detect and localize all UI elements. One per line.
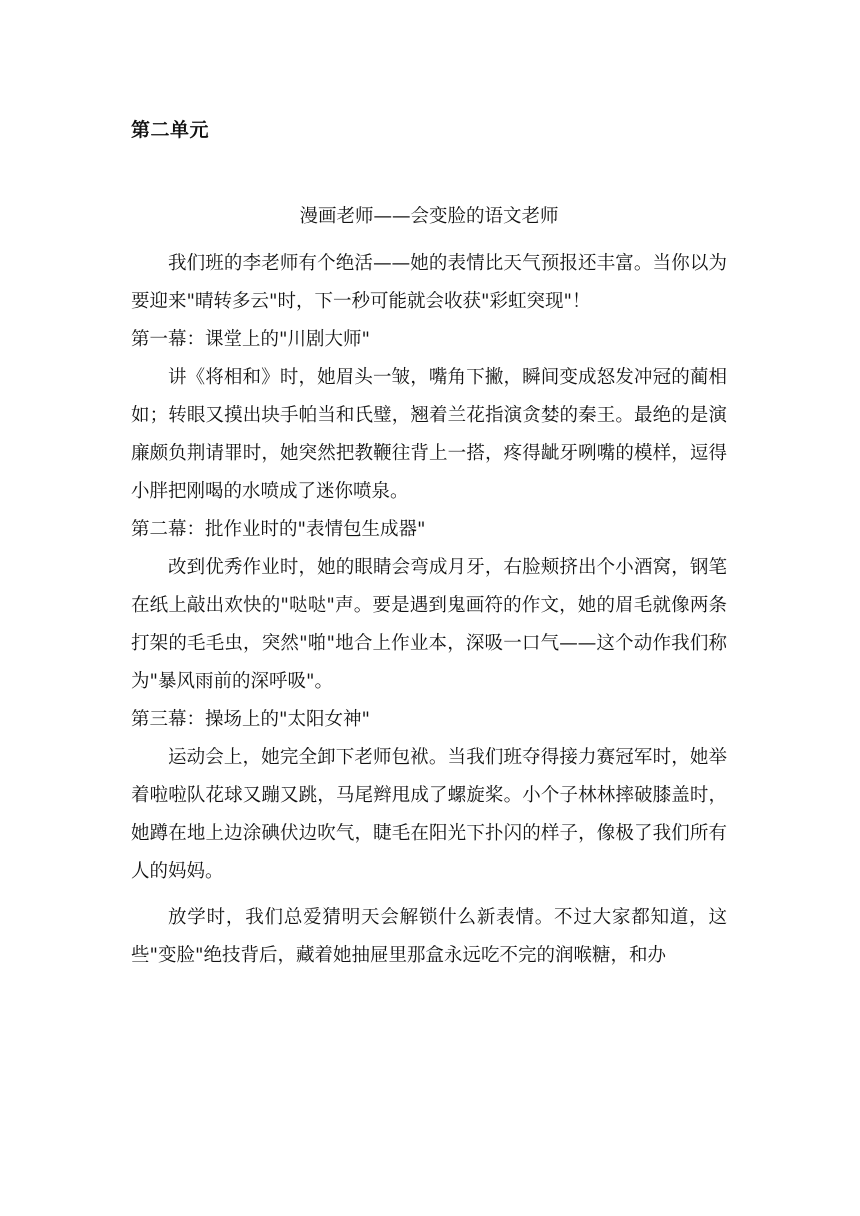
scene-2-paragraph: 改到优秀作业时，她的眼睛会弯成月牙，右脸颊挤出个小酒窝，钢笔在纸上敲出欢快的"哒哒"声。要是遇到鬼画符的作文，她的眉毛就像两条打架的毛毛虫，突然"啪"地合上作业本，深吸一口气——这个动作我们称为"暴风雨前的深呼吸"。	[131, 557, 727, 692]
scene-2-heading: 第二幕：批作业时的"表情包生成器"	[131, 519, 426, 540]
scene-1-heading: 第一幕：课堂上的"川剧大师"	[131, 329, 371, 350]
paragraph-spacer	[131, 891, 727, 899]
unit-title: 第二单元	[131, 119, 210, 141]
intro-paragraph: 我们班的李老师有个绝活——她的表情比天气预报还丰富。当你以为要迎来"晴转多云"时，下一秒可能就会收获"彩虹突现"！	[131, 253, 727, 312]
scene-3-paragraph: 运动会上，她完全卸下老师包袱。当我们班夺得接力赛冠军时，她举着啦啦队花球又蹦又跳，马尾辫甩成了螺旋桨。小个子林林摔破膝盖时，她蹲在地上边涂碘伏边吹气，睫毛在阳光下扑闪的样子，像极了我们所有人的妈妈。	[131, 747, 727, 882]
scene-3-heading: 第三幕：操场上的"太阳女神"	[131, 709, 371, 730]
scene-1-paragraph: 讲《将相和》时，她眉头一皱，嘴角下撇，瞬间变成怒发冲冠的蔺相如；转眼又摸出块手帕当和氏璧，翘着兰花指演贪婪的秦王。最绝的是演廉颇负荆请罪时，她突然把教鞭往背上一搭，疼得龇牙咧嘴的模样，逗得小胖把刚喝的水喷成了迷你喷泉。	[131, 367, 727, 502]
essay-body	[131, 245, 727, 975]
essay-title: 漫画老师——会变脸的语文老师	[299, 206, 559, 227]
closing-paragraph: 放学时，我们总爱猜明天会解锁什么新表情。不过大家都知道，这些"变脸"绝技背后，藏着她抽屉里那盒永远吃不完的润喉糖，和办	[131, 907, 727, 966]
